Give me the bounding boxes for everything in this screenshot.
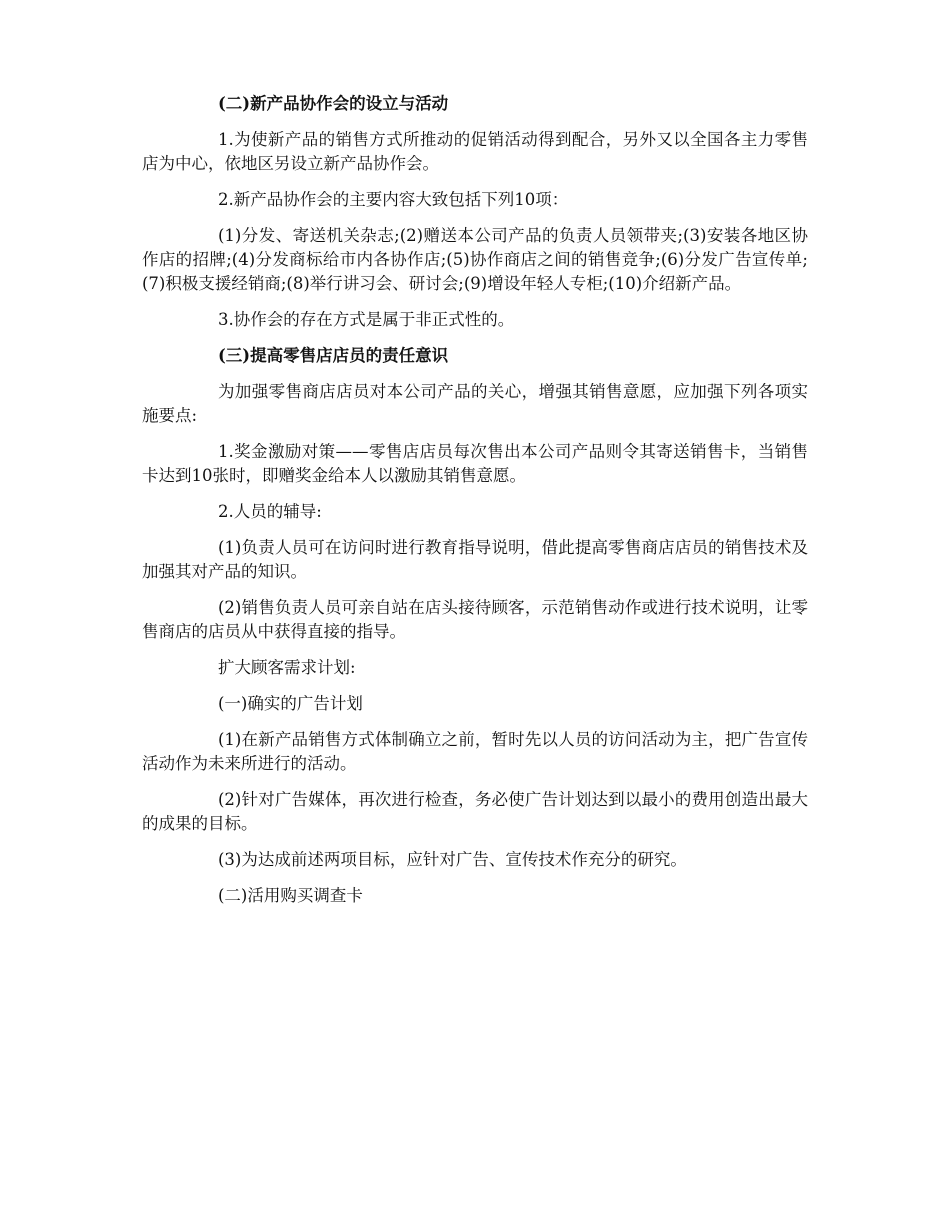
paragraph: (1)分发、寄送机关杂志;(2)赠送本公司产品的负责人员领带夹;(3)安装各地区协作店的招牌;(4)分发商标给市内各协作店;(5)协作商店之间的销售竞争;(6)分发广告宣传单;(7)积极支援经销商;(8)举行讲习会、研讨会;(9)增设年轻人专柜;(10)介绍新产品。	[142, 226, 808, 293]
paragraph: 2.人员的辅导:	[218, 502, 322, 521]
paragraph: (3)为达成前述两项目标，应针对广告、宣传技术作充分的研究。	[218, 850, 687, 869]
paragraph: 扩大顾客需求计划:	[218, 658, 356, 677]
section-heading-3: (三)提高零售店店员的责任意识	[218, 346, 449, 365]
paragraph: 1.奖金激励对策——零售店店员每次售出本公司产品则令其寄送销售卡，当销售卡达到10张时，即赠奖金给本人以激励其销售意愿。	[142, 442, 808, 485]
paragraph: 3.协作会的存在方式是属于非正式性的。	[218, 310, 515, 329]
paragraph: 2.新产品协作会的主要内容大致包括下列10项：	[218, 190, 569, 209]
paragraph: 1.为使新产品的销售方式所推动的促销活动得到配合，另外又以全国各主力零售店为中心，依地区另设立新产品协作会。	[142, 130, 808, 173]
document-body	[142, 92, 808, 920]
paragraph: (一)确实的广告计划	[218, 694, 363, 713]
paragraph: 为加强零售商店店员对本公司产品的关心，增强其销售意愿，应加强下列各项实施要点:	[142, 382, 808, 425]
section-heading-2: (二)新产品协作会的设立与活动	[218, 94, 449, 113]
paragraph: (1)在新产品销售方式体制确立之前，暂时先以人员的访问活动为主，把广告宣传活动作为未来所进行的活动。	[142, 730, 808, 773]
paragraph: (2)针对广告媒体，再次进行检查，务必使广告计划达到以最小的费用创造出最大的成果的目标。	[142, 790, 808, 833]
paragraph: (二)活用购买调查卡	[218, 886, 363, 905]
paragraph: (2)销售负责人员可亲自站在店头接待顾客，示范销售动作或进行技术说明，让零售商店的店员从中获得直接的指导。	[142, 598, 808, 641]
paragraph: (1)负责人员可在访问时进行教育指导说明，借此提高零售商店店员的销售技术及加强其对产品的知识。	[142, 538, 808, 581]
